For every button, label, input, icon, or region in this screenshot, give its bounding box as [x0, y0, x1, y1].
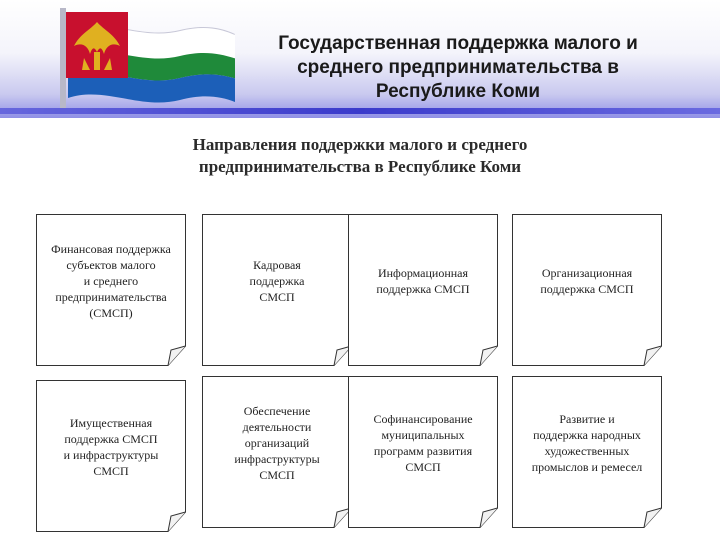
- page-title: [248, 32, 668, 104]
- card-line: поддержка: [249, 274, 305, 288]
- card-text: [42, 214, 180, 348]
- card-line: промыслов и ремесел: [531, 460, 643, 474]
- card-line: Кадровая: [253, 258, 301, 272]
- card-line: Обеспечение: [243, 404, 311, 418]
- card-crafts-support: [512, 376, 662, 528]
- section-heading-line: Направления поддержки малого и среднего: [192, 135, 528, 154]
- card-line: Организационная: [541, 266, 633, 280]
- komi-flag-emblem-icon: [30, 6, 240, 108]
- card-line: программ развития: [373, 444, 473, 458]
- header-divider: [0, 108, 720, 114]
- page-title-line: Государственная поддержка малого и: [278, 33, 638, 54]
- card-line: и среднего: [83, 274, 139, 288]
- card-line: художественных: [544, 444, 630, 458]
- section-heading-line: предпринимательства в Республике Коми: [198, 157, 522, 176]
- card-line: СМСП: [259, 468, 295, 482]
- card-text: [518, 214, 656, 348]
- page-title-line: среднего предпринимательства в: [297, 57, 619, 78]
- card-line: субъектов малого: [66, 258, 156, 272]
- card-line: поддержка СМСП: [64, 432, 158, 446]
- card-line: организаций: [244, 436, 310, 450]
- page-title-line: Республике Коми: [375, 81, 541, 102]
- card-line: Финансовая поддержка: [51, 242, 171, 256]
- card-line: Развитие и: [559, 412, 615, 426]
- card-line: СМСП: [405, 460, 441, 474]
- card-infrastructure-support: [202, 376, 352, 528]
- card-text: [354, 376, 492, 510]
- card-line: деятельности: [242, 420, 312, 434]
- card-text: [208, 214, 346, 348]
- card-line: и инфраструктуры: [63, 448, 159, 462]
- card-line: предпринимательства: [55, 290, 167, 304]
- card-information-support: [348, 214, 498, 366]
- card-text: [518, 376, 656, 510]
- card-financial-support: [36, 214, 186, 366]
- card-line: Информационная: [377, 266, 469, 280]
- card-line: поддержка СМСП: [540, 282, 634, 296]
- card-line: муниципальных: [381, 428, 465, 442]
- card-property-support: [36, 380, 186, 532]
- card-text: [208, 376, 346, 510]
- card-line: Имущественная: [69, 416, 153, 430]
- card-line: СМСП: [259, 290, 295, 304]
- card-line: инфраструктуры: [234, 452, 320, 466]
- card-line: поддержка народных: [533, 428, 641, 442]
- section-heading: [110, 134, 610, 178]
- card-cofinancing: [348, 376, 498, 528]
- card-text: [354, 214, 492, 348]
- card-line: Софинансирование: [373, 412, 473, 426]
- card-line: поддержка СМСП: [376, 282, 470, 296]
- card-text: [42, 380, 180, 514]
- card-line: (СМСП): [89, 306, 133, 320]
- card-personnel-support: [202, 214, 352, 366]
- card-organizational-support: [512, 214, 662, 366]
- card-line: СМСП: [93, 464, 129, 478]
